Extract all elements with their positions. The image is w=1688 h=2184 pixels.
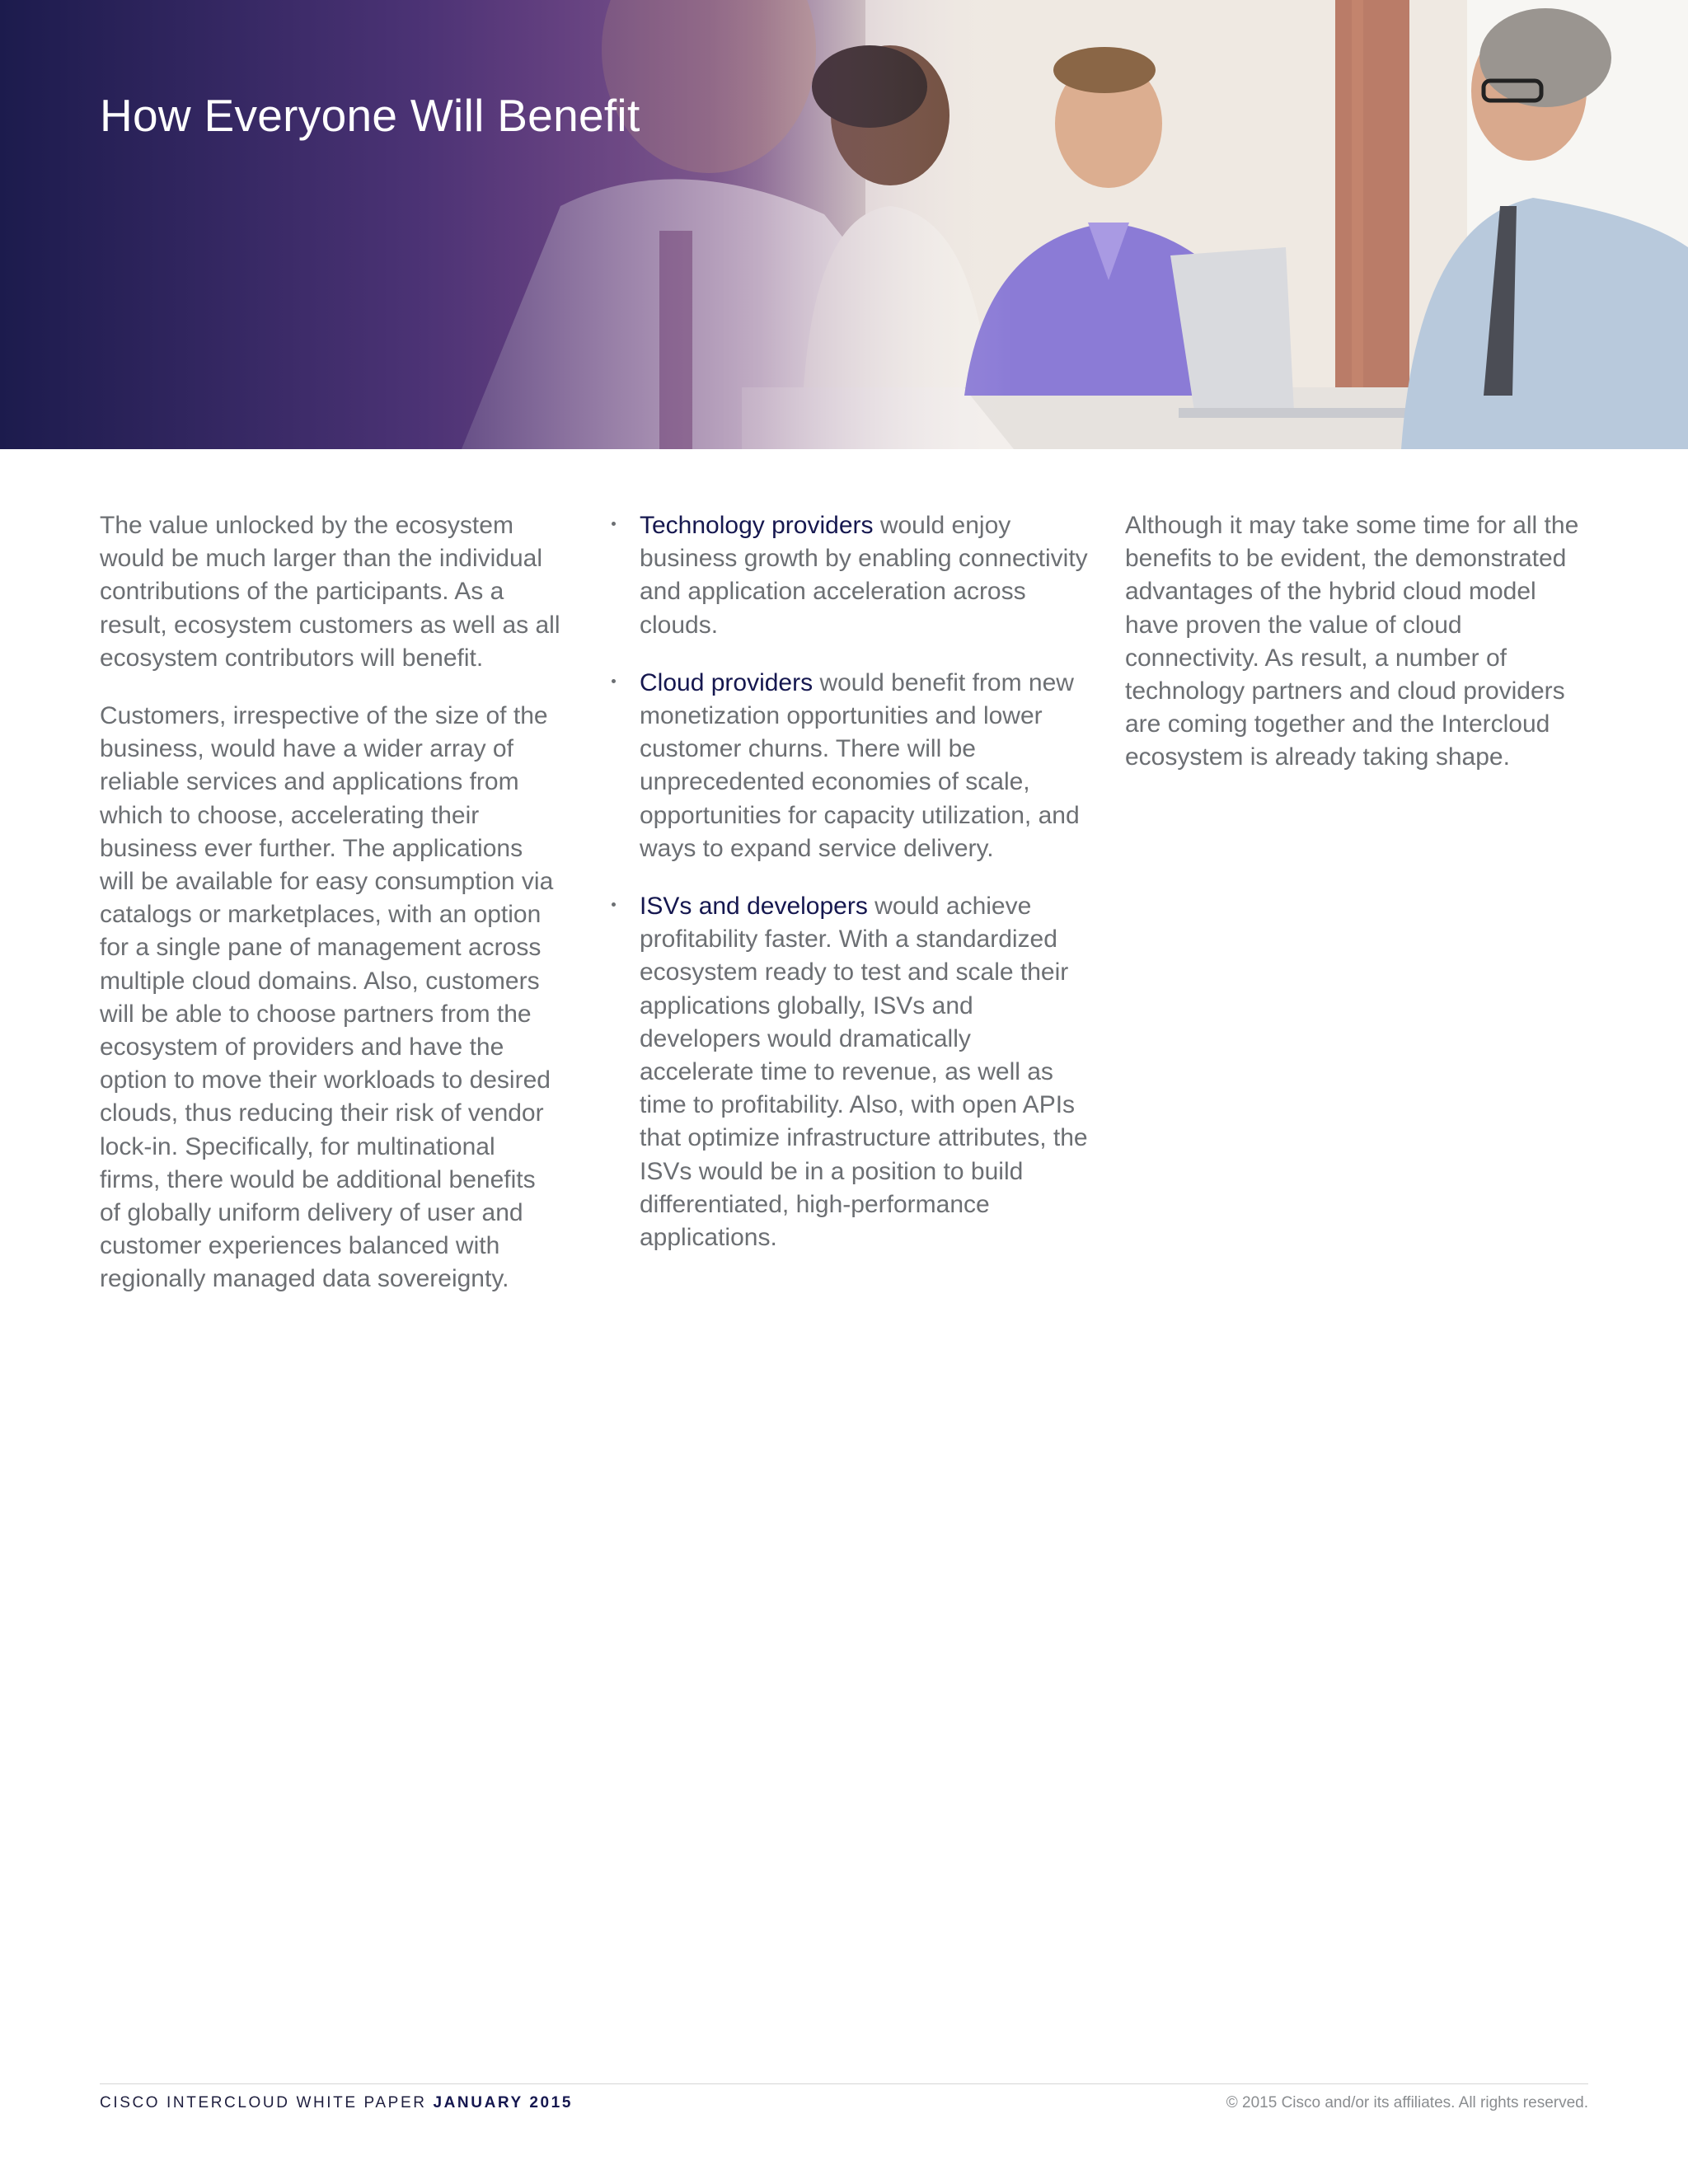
bullet-icon bbox=[612, 679, 616, 683]
customers-paragraph: Customers, irrespective of the size of the business, would have a wider array of reliable services and applications from which to choose, accelerating their business ever further. The applications will be available for easy consumption via catalogs or marketplaces, with an option for a single pane of management across multiple cloud domains. Also, customers will be able to choose partners from the ecosystem of providers and have the option to move their workloads to desired clouds, thus reducing their risk of vendor lock-in. Specifically, for multinational firms, there would be additional benefits of globally uniform delivery of user and customer experiences balanced with regionally managed data sovereignty. bbox=[100, 702, 554, 1293]
column-conclusion bbox=[1125, 509, 1595, 799]
list-item bbox=[612, 509, 1090, 642]
page-title: How Everyone Will Benefit bbox=[100, 90, 640, 141]
bullet-text: would benefit from new monetization opportunities and lower customer churns. There will be unprecedented economies of scale, opportunities for capacity utilization, and ways to expand service delivery. bbox=[640, 668, 1080, 862]
hero-banner bbox=[0, 0, 1688, 449]
bullet-term: ISVs and developers bbox=[640, 893, 868, 921]
footer-divider bbox=[100, 2083, 1588, 2084]
bullet-term: Cloud providers bbox=[640, 668, 814, 696]
list-item bbox=[612, 890, 1090, 1254]
list-item bbox=[612, 667, 1090, 865]
footer-title: CISCO INTERCLOUD WHITE PAPER bbox=[100, 2094, 427, 2111]
column-intro bbox=[100, 509, 561, 1321]
intro-paragraph: The value unlocked by the ecosystem would be much larger than the individual contributions of the participants. As a result, ecosystem customers as well as all ecosystem contributors will benefit. bbox=[100, 512, 560, 672]
column-benefits bbox=[612, 509, 1090, 1279]
footer-publication bbox=[100, 2094, 573, 2112]
bullet-text: would enjoy business growth by enabling connectivity and application acceleration across clouds. bbox=[640, 512, 1088, 639]
benefits-list bbox=[612, 509, 1090, 1254]
bullet-term: Technology providers bbox=[640, 512, 874, 539]
footer-date: JANUARY 2015 bbox=[433, 2094, 573, 2111]
meeting-photo bbox=[0, 0, 1688, 449]
bullet-icon bbox=[612, 522, 616, 526]
bullet-icon bbox=[612, 902, 616, 907]
bullet-text: would achieve profitability faster. With a standardized ecosystem ready to test and scale their applications globally, ISVs and developers would dramatically accelerate time to revenue, as well as time to profitability. Also, with open APIs that optimize infrastructure attributes, the ISVs would be in a position to build differentiated, high-performance applications. bbox=[640, 893, 1088, 1252]
footer-copyright: © 2015 Cisco and/or its affiliates. All rights reserved. bbox=[1226, 2094, 1588, 2111]
conclusion-paragraph: Although it may take some time for all the benefits to be evident, the demonstrated advantages of the hybrid cloud model have proven the value of cloud connectivity. As result, a number of technology partners and cloud providers are coming together and the Intercloud ecosystem is already taking shape. bbox=[1125, 512, 1579, 771]
